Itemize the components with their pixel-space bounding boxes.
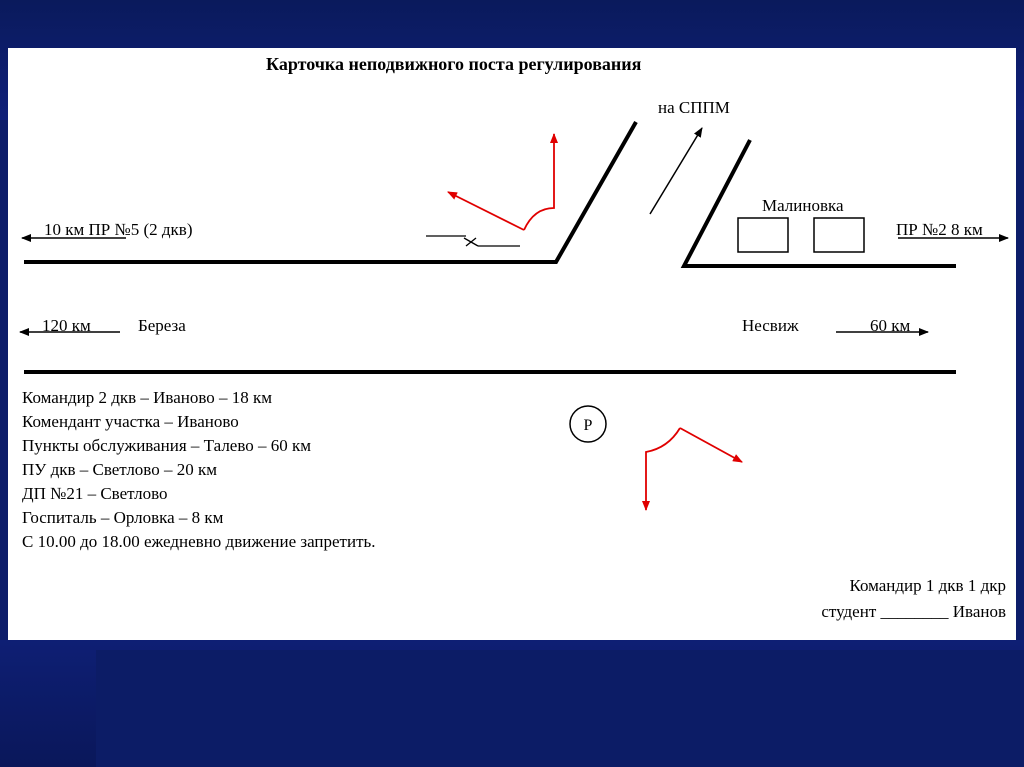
signature-line-1: Командир 1 дкв 1 дкр bbox=[849, 576, 1006, 595]
right-upper-road-label: ПР №2 8 км bbox=[896, 220, 983, 239]
post-marker: Р bbox=[583, 417, 593, 434]
post-card bbox=[8, 48, 1016, 640]
info-line: Комендант участка – Иваново bbox=[22, 412, 239, 431]
upper-road bbox=[24, 122, 956, 266]
left-upper-road-label: 10 км ПР №5 (2 дкв) bbox=[44, 220, 193, 239]
info-line: ДП №21 – Светлово bbox=[22, 484, 168, 503]
card-title: Карточка неподвижного поста регулирования bbox=[266, 54, 642, 74]
building-icon bbox=[738, 218, 788, 252]
junction-mark bbox=[426, 236, 520, 246]
left-lower-town: Береза bbox=[138, 316, 186, 335]
right-lower-distance: 60 км bbox=[870, 316, 911, 335]
red-turn-arrow-icon bbox=[448, 134, 554, 230]
info-line: ПУ дкв – Светлово – 20 км bbox=[22, 460, 217, 479]
info-line: Госпиталь – Орловка – 8 км bbox=[22, 508, 224, 527]
village-label: Малиновка bbox=[762, 196, 844, 215]
direction-label: на СППМ bbox=[658, 98, 730, 117]
info-list bbox=[22, 386, 376, 554]
red-turn-arrow-icon bbox=[646, 428, 742, 510]
info-line: С 10.00 до 18.00 ежедневно движение запретить. bbox=[22, 532, 376, 551]
building-icon bbox=[814, 218, 864, 252]
right-lower-town: Несвиж bbox=[742, 316, 799, 335]
sppm-arrow-icon bbox=[650, 128, 702, 214]
signature-line-2: студент ________ Иванов bbox=[821, 602, 1006, 621]
info-line: Пункты обслуживания – Талево – 60 км bbox=[22, 436, 312, 455]
background-block bbox=[96, 650, 1024, 767]
info-line: Командир 2 дкв – Иваново – 18 км bbox=[22, 388, 273, 407]
left-lower-distance: 120 км bbox=[42, 316, 91, 335]
